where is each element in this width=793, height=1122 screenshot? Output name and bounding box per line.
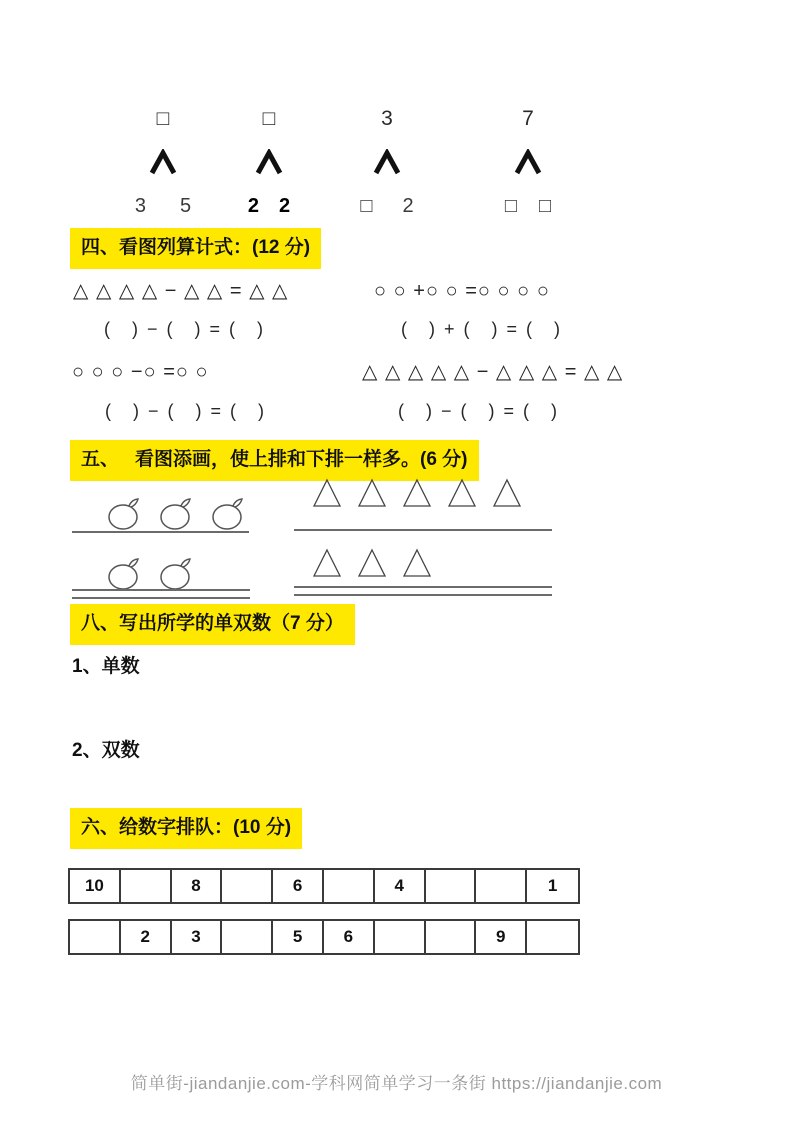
number-bond-1 <box>113 108 213 216</box>
answer-blanks-equation: ( ) − ( ) = ( ) <box>104 319 265 339</box>
number-cell: 4 <box>375 870 426 902</box>
number-order-table-1 <box>68 868 580 904</box>
number-cell: 9 <box>476 921 527 953</box>
number-cell: 5 <box>273 921 324 953</box>
answer-cell <box>527 921 578 953</box>
triangles-top-row <box>312 478 522 508</box>
triangle-icon <box>312 478 342 508</box>
bond-bottom-right: 5 <box>180 195 192 217</box>
answer-cell <box>121 870 172 902</box>
bond-top-value: □ <box>156 107 170 130</box>
answer-cell <box>426 921 477 953</box>
section-eight-heading: 八、写出所学的单双数（7 分） <box>70 604 355 645</box>
triangle-icon <box>357 478 387 508</box>
bond-bottom-left: 3 <box>134 195 146 217</box>
apple-icon <box>106 496 144 531</box>
caret-up-icon <box>148 149 178 176</box>
caret-up-icon <box>372 149 402 176</box>
answer-line <box>294 529 552 531</box>
caret-up-icon <box>254 149 284 176</box>
bond-bottom-right: □ <box>539 195 552 217</box>
number-cell: 6 <box>324 921 375 953</box>
answer-blanks-equation: ( ) − ( ) = ( ) <box>398 401 559 421</box>
number-bond-4 <box>478 108 578 216</box>
triangles-bottom-row <box>312 548 432 578</box>
caret-up-icon <box>513 149 543 176</box>
pictorial-equation: ○ ○ +○ ○ =○ ○ ○ ○ <box>374 280 550 302</box>
number-cell: 2 <box>121 921 172 953</box>
pictorial-equation: △ △ △ △ △ − △ △ △ = △ △ <box>362 361 624 383</box>
bond-bottom-left: □ <box>360 195 373 217</box>
bond-top-value: 7 <box>522 107 534 130</box>
apple-icon <box>106 556 144 591</box>
triangle-icon <box>357 548 387 578</box>
answer-cell <box>70 921 121 953</box>
bond-bottom-left: □ <box>504 195 517 217</box>
number-cell: 10 <box>70 870 121 902</box>
answer-line-double <box>72 589 250 599</box>
triangle-icon <box>492 478 522 508</box>
bond-top-value: □ <box>262 107 276 130</box>
apple-icon <box>158 496 196 531</box>
number-cell: 1 <box>547 876 558 895</box>
answer-cell <box>222 870 273 902</box>
answer-cell <box>324 870 375 902</box>
number-bond-3 <box>337 108 437 216</box>
bond-bottom-left: 2 <box>247 195 259 217</box>
answer-blanks-equation: ( ) − ( ) = ( ) <box>105 401 266 421</box>
triangle-icon <box>312 548 342 578</box>
triangle-icon <box>447 478 477 508</box>
answer-cell <box>426 870 477 902</box>
bond-bottom-right: 2 <box>279 195 291 217</box>
section-eight-item-odd: 1、单数 <box>72 656 140 677</box>
answer-blanks-equation: ( ) + ( ) = ( ) <box>401 319 562 339</box>
number-cell: 6 <box>273 870 324 902</box>
apples-bottom-row <box>106 556 196 591</box>
number-bond-2 <box>219 108 319 216</box>
watermark-footer: 简单街-jiandanjie.com-学科网简单学习一条街 https://jiandanjie.com <box>130 1074 663 1093</box>
section-six-heading: 六、给数字排队：(10 分) <box>70 808 302 849</box>
answer-line-double <box>294 586 552 596</box>
triangle-icon <box>402 478 432 508</box>
answer-cell <box>476 870 527 902</box>
section-five-number-label: 五、 <box>70 440 130 481</box>
number-cell: 8 <box>172 870 223 902</box>
section-eight-item-even: 2、双数 <box>72 740 140 761</box>
apple-icon <box>158 556 196 591</box>
pictorial-equation: ○ ○ ○ −○ =○ ○ <box>72 361 209 383</box>
pictorial-equation: △ △ △ △ − △ △ = △ △ <box>73 280 289 302</box>
apples-top-row <box>106 496 248 531</box>
bond-top-value: 3 <box>381 107 393 130</box>
number-cell: 3 <box>172 921 223 953</box>
triangle-icon <box>402 548 432 578</box>
section-four-heading: 四、看图列算计式：(12 分) <box>70 228 321 269</box>
section-five-heading: 看图添画，使上排和下排一样多。(6 分) <box>124 440 479 481</box>
answer-cell <box>375 921 426 953</box>
apple-icon <box>210 496 248 531</box>
bond-bottom-right: 2 <box>402 195 414 217</box>
number-order-table-2 <box>68 919 580 955</box>
answer-cell <box>222 921 273 953</box>
answer-line <box>72 531 249 533</box>
